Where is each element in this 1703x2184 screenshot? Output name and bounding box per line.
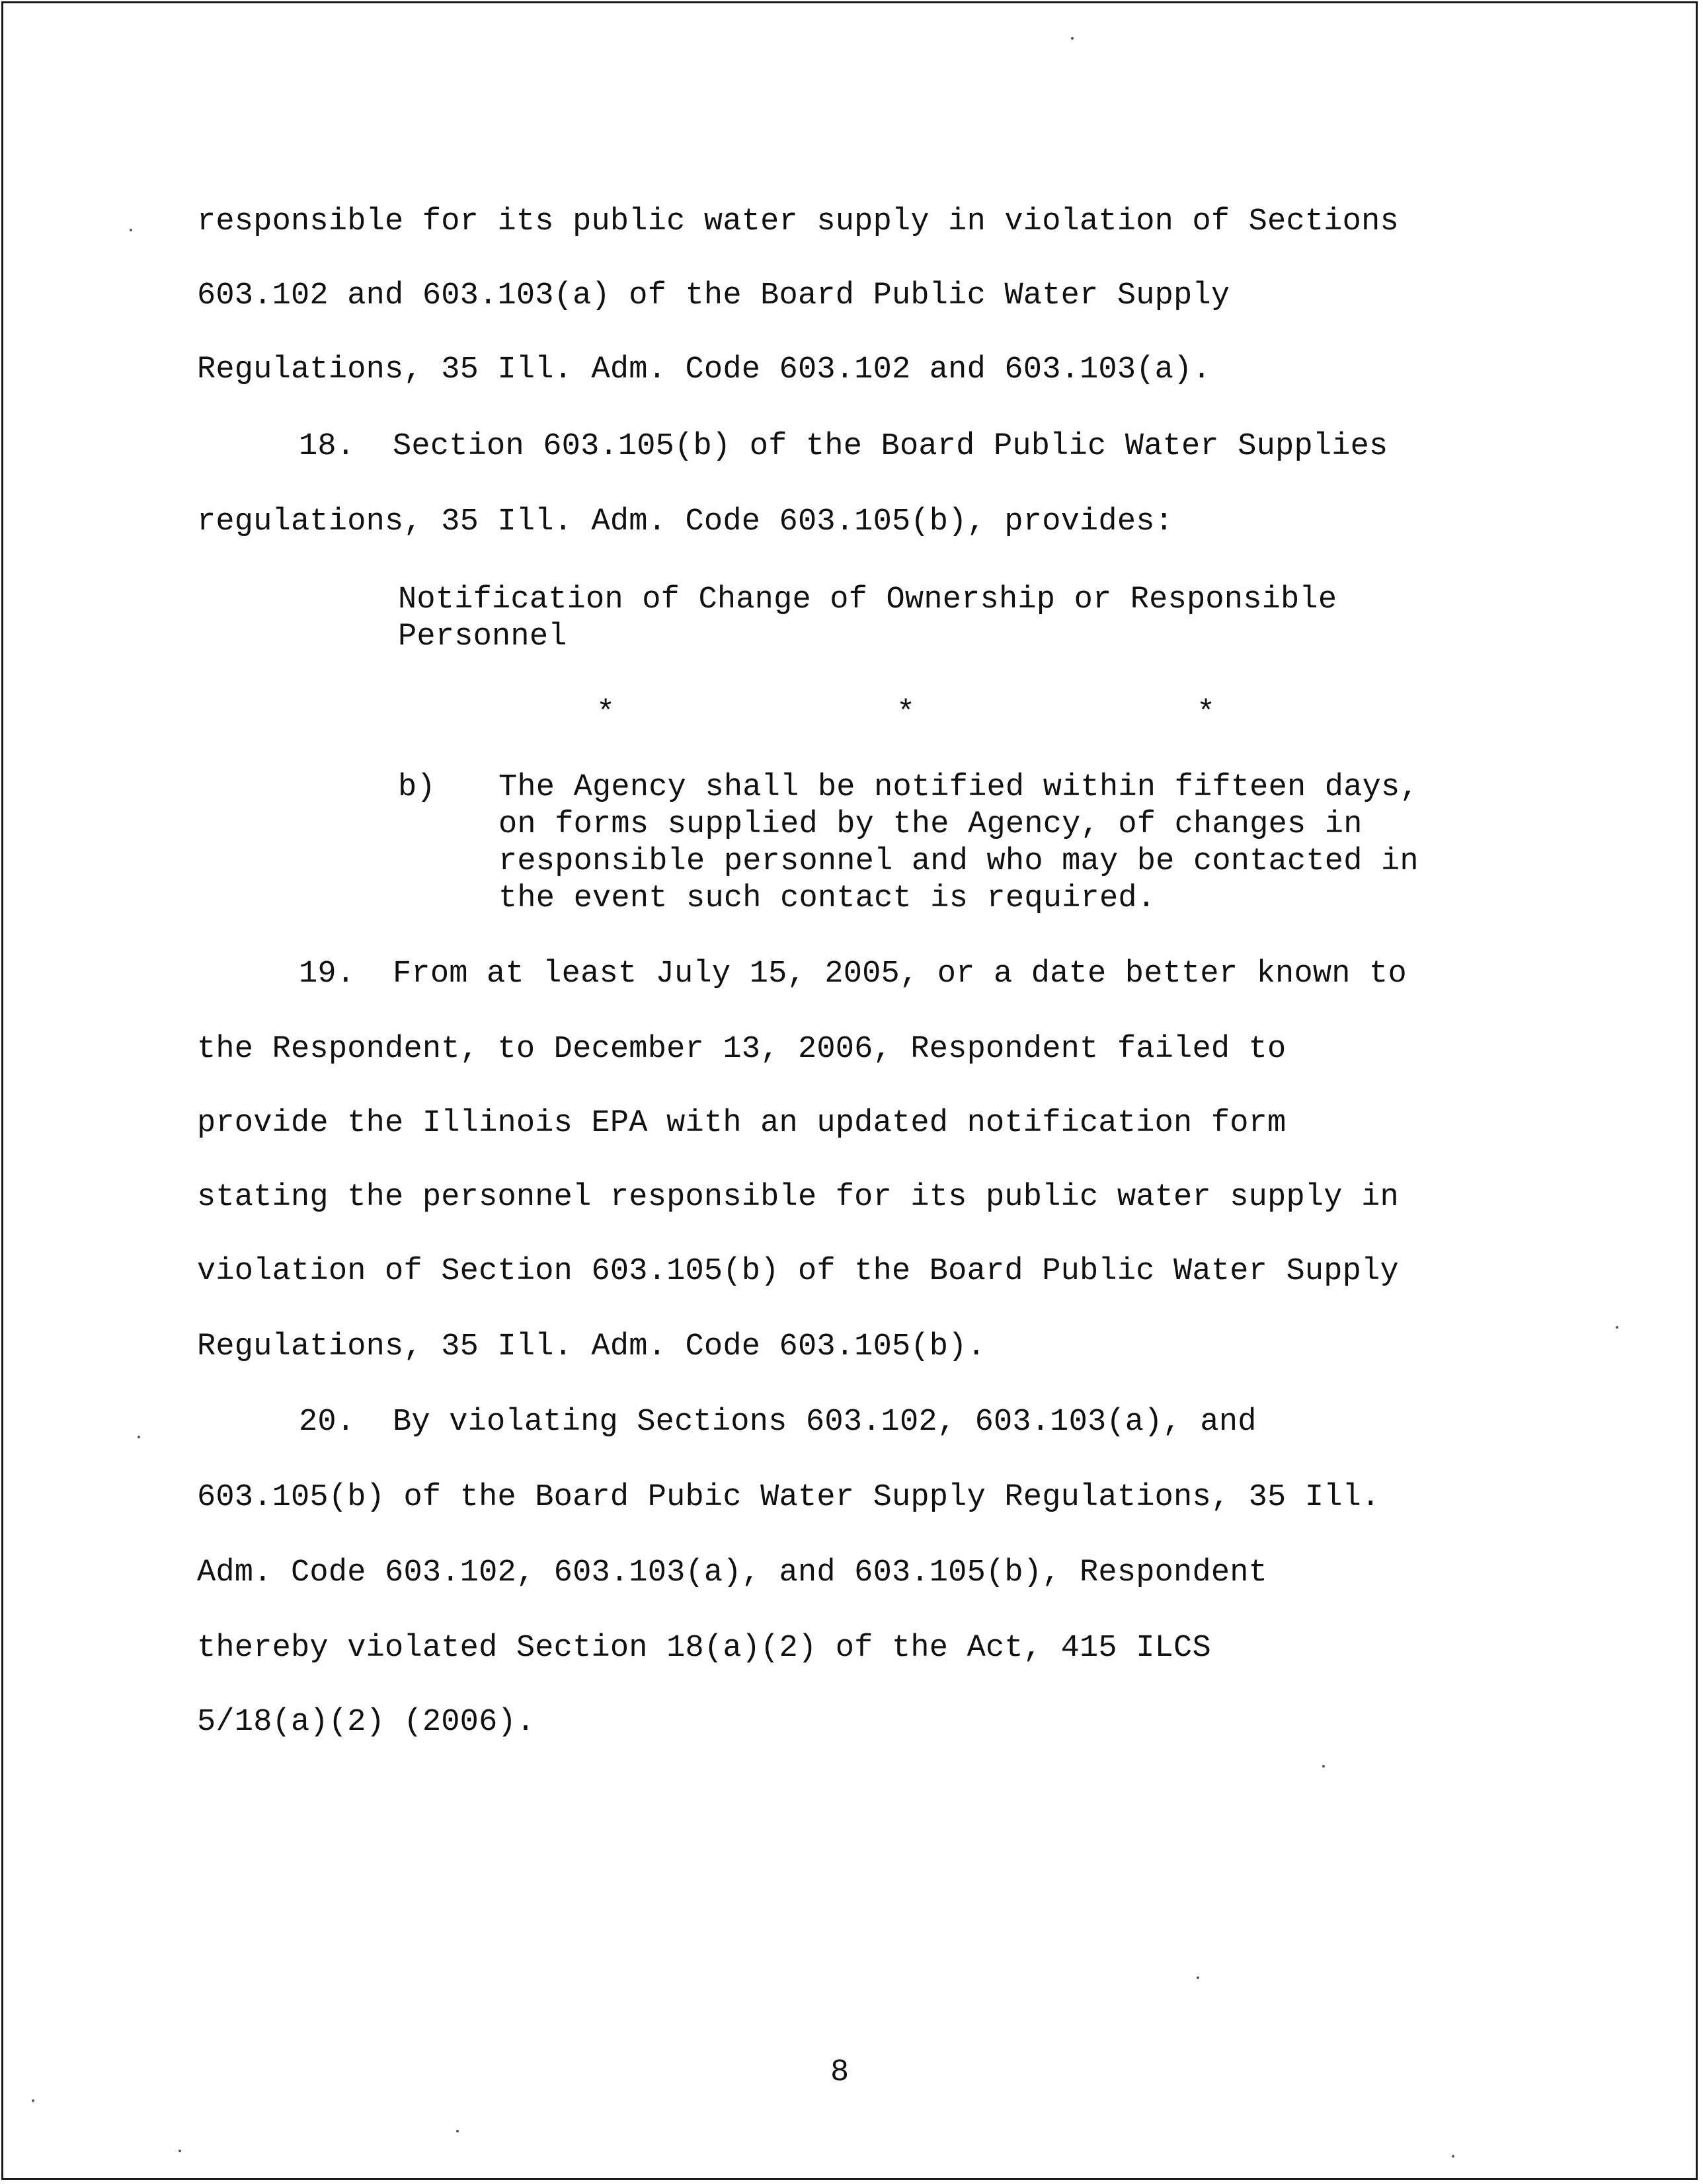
scan-speck xyxy=(130,229,132,231)
quote-item-line: The Agency shall be notified within fifteen days, xyxy=(498,770,1419,805)
ellipsis-star: * xyxy=(896,696,916,731)
quote-item-line: the event such contact is required. xyxy=(498,881,1156,916)
text-line: Regulations, 35 Ill. Adm. Code 603.102 and 603.103(a). xyxy=(197,352,1211,387)
text-line: the Respondent, to December 13, 2006, Respondent failed to xyxy=(197,1032,1287,1067)
text-line: 5/18(a)(2) (2006). xyxy=(197,1705,535,1740)
text-line: provide the Illinois EPA with an updated notification form xyxy=(197,1106,1287,1141)
scan-speck xyxy=(1452,2155,1454,2158)
text-line: Adm. Code 603.102, 603.103(a), and 603.105(b), Respondent xyxy=(197,1555,1268,1590)
text-line: responsible for its public water supply in violation of Sections xyxy=(197,204,1399,239)
scan-speck xyxy=(138,1436,140,1438)
scan-speck xyxy=(1071,37,1074,40)
paragraph-18-first-line: 18. Section 603.105(b) of the Board Public Water Supplies xyxy=(299,429,1388,464)
quote-item-line: responsible personnel and who may be contacted in xyxy=(498,844,1419,879)
quote-item-label: b) xyxy=(398,770,436,805)
quote-heading-line: Personnel xyxy=(398,619,567,654)
text-line: violation of Section 603.105(b) of the Board Public Water Supply xyxy=(197,1254,1399,1289)
quote-item-line: on forms supplied by the Agency, of changes in xyxy=(498,807,1363,842)
ellipsis-star: * xyxy=(596,696,615,731)
text-line: 603.105(b) of the Board Pubic Water Supply Regulations, 35 Ill. xyxy=(197,1480,1380,1515)
page-frame xyxy=(1,1,1698,2180)
paragraph-20-first-line: 20. By violating Sections 603.102, 603.103(a), and xyxy=(299,1405,1257,1440)
scan-speck xyxy=(178,2150,181,2152)
text-line: 603.102 and 603.103(a) of the Board Public Water Supply xyxy=(197,278,1230,313)
scan-speck xyxy=(1197,1976,1199,1979)
text-line: stating the personnel responsible for its public water supply in xyxy=(197,1180,1399,1215)
text-line: thereby violated Section 18(a)(2) of the Act, 415 ILCS xyxy=(197,1631,1211,1666)
scan-speck xyxy=(32,2099,34,2102)
scan-speck xyxy=(1616,1326,1618,1329)
paragraph-19-first-line: 19. From at least July 15, 2005, or a date better known to xyxy=(299,956,1407,992)
page-number: 8 xyxy=(830,2055,850,2090)
text-line: regulations, 35 Ill. Adm. Code 603.105(b), provides: xyxy=(197,504,1174,539)
scan-speck xyxy=(456,2130,459,2132)
ellipsis-star: * xyxy=(1197,696,1216,731)
quote-heading-line: Notification of Change of Ownership or Responsible xyxy=(398,582,1337,617)
scan-speck xyxy=(1322,1765,1325,1768)
text-line: Regulations, 35 Ill. Adm. Code 603.105(b). xyxy=(197,1329,986,1364)
